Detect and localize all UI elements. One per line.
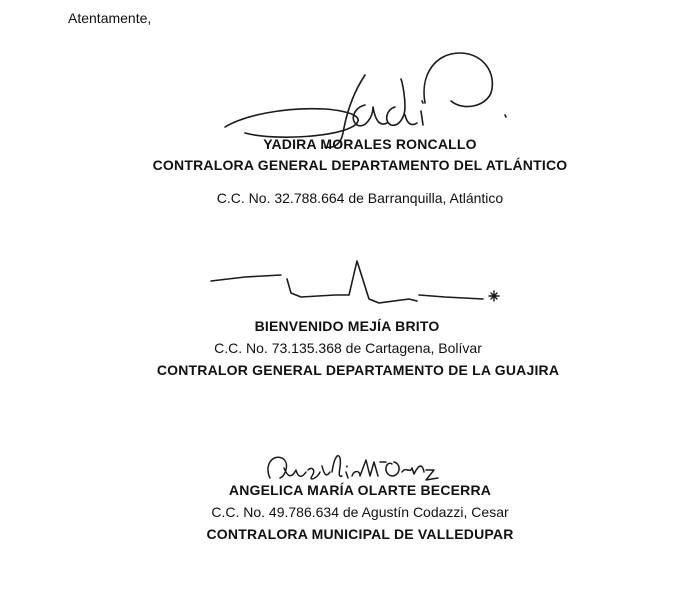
closing-text: Atentamente,: [68, 10, 152, 26]
signatory-3-name: ANGELICA MARÍA OLARTE BECERRA: [228, 482, 492, 498]
signatory-1-id: C.C. No. 32.788.664 de Barranquilla, Atlántico: [216, 190, 504, 206]
signatory-2-name: BIENVENIDO MEJÍA BRITO: [254, 318, 440, 334]
signatory-3-title: CONTRALORA MUNICIPAL DE VALLEDUPAR: [206, 526, 514, 542]
signatory-2-title: CONTRALOR GENERAL DEPARTAMENTO DE LA GUAJIRA: [156, 362, 560, 378]
signatory-3-id: C.C. No. 49.786.634 de Agustín Codazzi, Cesar: [211, 504, 509, 520]
signatory-1-title: CONTRALORA GENERAL DEPARTAMENTO DEL ATLÁNTICO: [152, 157, 568, 173]
signatory-1-name: YADIRA MORALES RONCALLO: [263, 136, 477, 152]
signatory-2-id: C.C. No. 73.135.368 de Cartagena, Bolívar: [214, 340, 482, 356]
signature-bienvenido: [205, 255, 505, 315]
